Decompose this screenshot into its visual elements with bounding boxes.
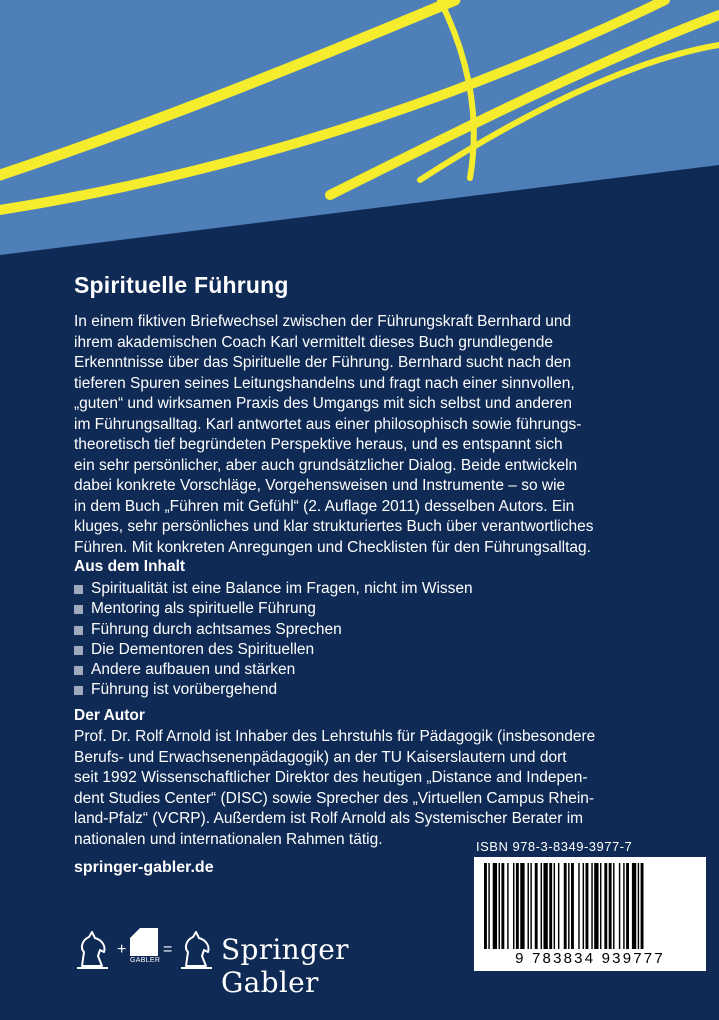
publisher-name: Springer Gabler xyxy=(221,933,349,999)
description-line: in dem Buch „Führen mit Gefühl“ (2. Auflage 2011) desselben Autors. Ein xyxy=(74,497,575,515)
description-line: ein sehr persönlicher, aber auch grundsätzlicher Dialog. Beide entwickeln xyxy=(74,456,578,474)
bullet-square-icon xyxy=(74,626,83,635)
author-line: nationalen und internationalen Rahmen tätig. xyxy=(74,830,383,848)
description-line: „guten“ und wirksamen Praxis des Umgangs mit sich selbst und anderen xyxy=(74,395,572,412)
description-line: im Führungsalltag. Karl antwortet aus einer philosophisch sowie führungs- xyxy=(74,415,582,433)
bullet-square-icon xyxy=(74,605,83,614)
bullet-square-icon xyxy=(74,585,83,594)
plus-sign: + xyxy=(117,941,127,958)
description-line: Führen. Mit konkreten Anregungen und Checklisten für den Führungsalltag. xyxy=(74,538,591,556)
contents-item xyxy=(74,640,473,660)
bullet-square-icon xyxy=(74,666,83,675)
gabler-logo-icon xyxy=(130,928,161,966)
bullet-square-icon xyxy=(74,686,83,695)
author-line: Berufs- und Erwachsenenpädagogik) an der TU Kaiserslautern und dort xyxy=(74,748,567,766)
book-description xyxy=(74,312,644,558)
contents-item-label: Führung ist vorübergehend xyxy=(91,681,278,699)
author-heading: Der Autor xyxy=(74,707,145,724)
contents-item-label: Spiritualität ist eine Balance im Fragen, nicht im Wissen xyxy=(91,580,473,597)
contents-item xyxy=(74,599,473,619)
springer-horse-icon xyxy=(178,930,216,970)
author-line: land-Pfalz“ (VCRP). Außerdem ist Rolf Arnold als Systemischer Berater im xyxy=(74,810,584,827)
contents-item xyxy=(74,579,473,599)
contents-item xyxy=(74,660,473,680)
description-line: ihrem akademischen Coach Karl vermittelt dieses Buch grundlegende xyxy=(74,333,554,351)
isbn-label: ISBN 978-3-8349-3977-7 xyxy=(476,839,633,854)
contents-item-label: Die Dementoren des Spirituellen xyxy=(91,640,315,658)
barcode-bars xyxy=(482,863,698,951)
contents-item-label: Mentoring als spirituelle Führung xyxy=(91,600,316,618)
description-line: kluges, sehr persönliches und klar strukturiertes Buch über verantwortliches xyxy=(74,518,594,535)
author-line: seit 1992 Wissenschaftlicher Direktor des heutigen „Distance and Indepen- xyxy=(74,769,588,786)
description-line: dabei konkrete Vorschläge, Vorgehensweisen und Instrumente – so wie xyxy=(74,477,566,494)
publisher-logo xyxy=(74,928,434,999)
author-line: dent Studies Center“ (DISC) sowie Sprecher des „Virtuellen Campus Rhein- xyxy=(74,789,595,807)
equals-sign: = xyxy=(163,941,173,958)
book-title: Spirituelle Führung xyxy=(74,272,289,298)
contents-item xyxy=(74,680,473,700)
contents-list xyxy=(74,579,473,701)
cover-art-top xyxy=(0,0,719,300)
author-bio xyxy=(74,727,644,850)
description-line: Erkenntnisse über das Spirituelle der Führung. Bernhard sucht nach den xyxy=(74,354,572,371)
springer-horse-icon xyxy=(74,930,112,970)
gabler-mark-text: GABLER xyxy=(130,957,161,964)
description-line: In einem fiktiven Briefwechsel zwischen der Führungskraft Bernhard und xyxy=(74,313,572,330)
contents-item-label: Andere aufbauen und stärken xyxy=(91,661,296,679)
publisher-website-link[interactable]: springer-gabler.de xyxy=(74,859,214,876)
bullet-square-icon xyxy=(74,646,83,655)
barcode-digits: 9 783834 939777 xyxy=(515,950,665,967)
author-line: Prof. Dr. Rolf Arnold ist Inhaber des Lehrstuhls für Pädagogik (insbesondere xyxy=(74,728,596,745)
contents-heading: Aus dem Inhalt xyxy=(74,558,186,575)
contents-item xyxy=(74,620,473,640)
description-line: theoretisch tief begründeten Perspektive heraus, und es entspannt sich xyxy=(74,436,563,453)
description-line: tieferen Spuren seines Leitungshandelns und fragt nach einer sinnvollen, xyxy=(74,374,575,392)
contents-item-label: Führung durch achtsames Sprechen xyxy=(91,620,342,638)
barcode xyxy=(474,857,706,971)
